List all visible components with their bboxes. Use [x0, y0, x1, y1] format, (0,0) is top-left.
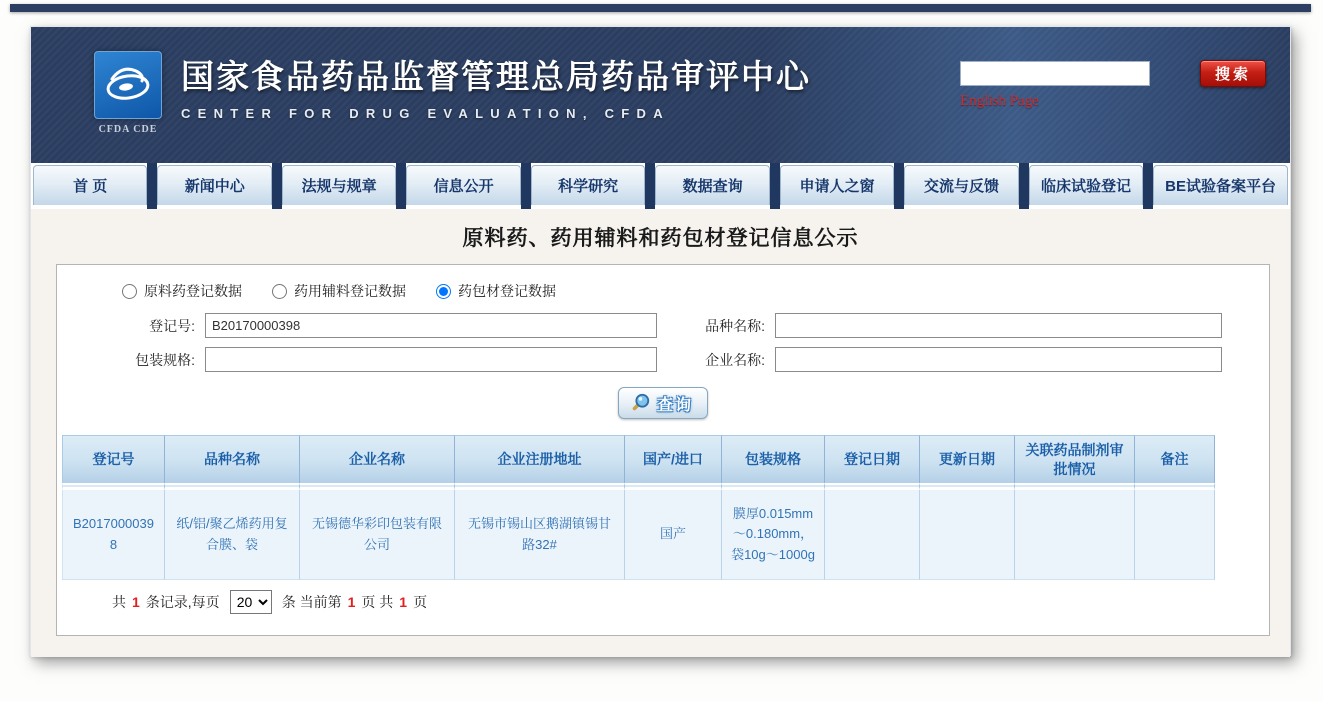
header-search-area	[950, 27, 1290, 163]
pager-per-suffix: 条 当前第	[281, 594, 342, 610]
search-icon	[629, 392, 651, 414]
site-title: 国家食品药品监督管理总局药品审评中心	[181, 58, 811, 95]
site-header	[31, 27, 1290, 163]
pager-current-page: 1	[347, 594, 356, 610]
nav-separator	[396, 163, 406, 209]
pagination-bar	[112, 590, 1269, 622]
radio-packaging-material-label: 药包材登记数据	[458, 283, 556, 299]
radio-packaging-material-input[interactable]	[436, 284, 451, 299]
nav-separator	[645, 163, 655, 209]
nav-separator	[1143, 163, 1153, 209]
pager-total-pages: 1	[399, 594, 408, 610]
pager-total-suffix: 条记录,每页	[145, 594, 220, 610]
cell-product-name: 纸/铝/聚乙烯药用复合膜、袋	[165, 490, 300, 580]
site-window	[30, 26, 1291, 656]
col-header-package-spec: 包装规格	[722, 435, 825, 483]
col-header-update-date: 更新日期	[920, 435, 1015, 483]
product-name-label: 品种名称:	[705, 317, 765, 334]
col-header-product-name: 品种名称	[165, 435, 300, 483]
cfda-logo	[89, 51, 167, 135]
col-header-company-name: 企业名称	[300, 435, 455, 483]
query-button-label: 查询	[656, 396, 693, 414]
nav-tab-applicant-window[interactable]: 申请人之窗	[780, 165, 894, 205]
query-panel	[56, 264, 1270, 636]
pager-pages-mid: 页 共	[361, 594, 394, 610]
page-size-select[interactable]	[230, 590, 272, 614]
nav-separator	[1019, 163, 1029, 209]
radio-excipient-input[interactable]	[272, 284, 287, 299]
nav-tab-news[interactable]: 新闻中心	[157, 165, 271, 205]
reg-no-label: 登记号:	[149, 317, 195, 334]
radio-excipient-label: 药用辅料登记数据	[294, 283, 406, 299]
results-table	[62, 435, 1215, 580]
package-spec-label: 包装规格:	[135, 351, 195, 368]
radio-raw-material-input[interactable]	[122, 284, 137, 299]
radio-packaging-material[interactable]	[436, 281, 556, 301]
nav-tab-clinical-trial-registration[interactable]: 临床试验登记	[1029, 165, 1143, 205]
company-name-input[interactable]	[775, 347, 1222, 372]
table-spacer-row	[62, 483, 1215, 490]
col-header-company-address: 企业注册地址	[455, 435, 625, 483]
cell-reg-no: B20170000398	[62, 490, 165, 580]
cell-remark	[1135, 490, 1215, 580]
cell-package-spec: 膜厚0.015mm～0.180mm，袋10g～1000g	[722, 490, 825, 580]
col-header-reg-date: 登记日期	[825, 435, 920, 483]
radio-raw-material[interactable]	[122, 281, 242, 301]
logo-swirl-icon	[102, 59, 154, 111]
table-header-row	[62, 435, 1215, 483]
site-title-block	[181, 51, 811, 121]
pager-pages-suffix: 页	[413, 594, 428, 610]
cell-related-approval	[1015, 490, 1135, 580]
nav-tab-communication-feedback[interactable]: 交流与反馈	[904, 165, 1018, 205]
nav-tab-data-query[interactable]: 数据查询	[655, 165, 769, 205]
cell-company-address: 无锡市锡山区鹅湖镇锡甘路32#	[455, 490, 625, 580]
content-area	[31, 209, 1290, 657]
nav-tab-regulations[interactable]: 法规与规章	[282, 165, 396, 205]
page-title: 原料药、药用辅料和药包材登记信息公示	[462, 226, 859, 250]
package-spec-input[interactable]	[205, 347, 657, 372]
nav-tab-home[interactable]: 首 页	[33, 165, 147, 205]
cell-domestic-import: 国产	[625, 490, 722, 580]
nav-separator	[894, 163, 904, 209]
col-header-reg-no: 登记号	[62, 435, 165, 483]
radio-excipient[interactable]	[272, 281, 406, 301]
company-name-label: 企业名称:	[705, 351, 765, 368]
nav-separator	[521, 163, 531, 209]
nav-separator	[272, 163, 282, 209]
col-header-related-approval: 关联药品制剂审批情况	[1015, 435, 1135, 483]
query-button-row	[57, 387, 1269, 419]
main-navigation	[31, 163, 1290, 209]
reg-no-input[interactable]	[205, 313, 657, 338]
results-table-wrap	[62, 435, 1264, 580]
data-type-radio-group	[122, 281, 1269, 301]
header-search-input[interactable]	[960, 61, 1150, 86]
cell-reg-date	[825, 490, 920, 580]
table-row	[62, 490, 1215, 580]
logo-caption: CFDA CDE	[98, 124, 158, 135]
english-page-link[interactable]: English Page	[960, 93, 1039, 109]
nav-separator	[147, 163, 157, 209]
header-search-button[interactable]: 搜索	[1200, 60, 1266, 87]
nav-separator	[770, 163, 780, 209]
nav-tab-science-research[interactable]: 科学研究	[531, 165, 645, 205]
pager-total-count: 1	[132, 594, 140, 610]
query-button[interactable]	[618, 387, 708, 419]
product-name-input[interactable]	[775, 313, 1222, 338]
top-accent-bar	[10, 4, 1311, 12]
radio-raw-material-label: 原料药登记数据	[144, 283, 242, 299]
cell-update-date	[920, 490, 1015, 580]
col-header-domestic-import: 国产/进口	[625, 435, 722, 483]
nav-tab-info-disclosure[interactable]: 信息公开	[406, 165, 520, 205]
pager-total-prefix: 共	[112, 594, 126, 610]
site-subtitle: CENTER FOR DRUG EVALUATION, CFDA	[181, 106, 670, 121]
cfda-logo-icon	[94, 51, 162, 119]
nav-tab-be-trial-platform[interactable]: BE试验备案平台	[1153, 165, 1288, 205]
search-form	[57, 313, 1269, 372]
col-header-remark: 备注	[1135, 435, 1215, 483]
cell-company-name: 无锡德华彩印包装有限公司	[300, 490, 455, 580]
